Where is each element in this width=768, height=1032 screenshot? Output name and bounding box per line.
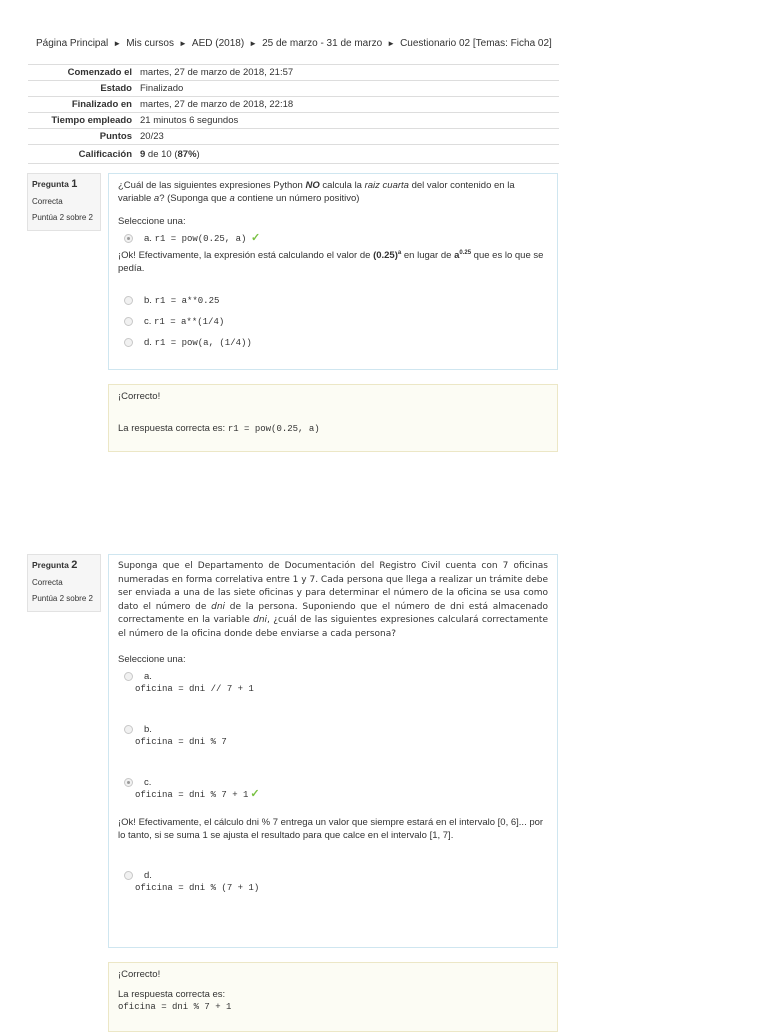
answer-option-a[interactable] (118, 670, 548, 683)
question-text-part: del valor contenido en la variable (118, 180, 515, 204)
question-text-part: contiene un número positivo) (234, 193, 360, 204)
question-2-content (108, 554, 558, 948)
summary-label: Tiempo empleado (28, 113, 136, 129)
question-state: Correcta (32, 197, 63, 206)
summary-value: martes, 27 de marzo de 2018, 21:57 (136, 65, 559, 81)
question-2-outcome (108, 962, 558, 1032)
option-code-block (118, 683, 548, 696)
answer-option-b[interactable] (118, 723, 548, 736)
breadcrumb-separator-icon: ► (113, 39, 122, 48)
option-code: r1 = pow(a, (1/4)) (154, 338, 252, 349)
option-feedback: ¡Ok! Efectivamente, el cálculo dni % 7 entrega un valor que siempre estará en el intervalo [0, 6]... por lo tanto, si se suma 1 se ajusta el resultado para que calce en el intervalo [1, 7]. (118, 817, 544, 841)
radio-button-checked[interactable] (124, 778, 133, 787)
question-text-part: de la persona. Suponiendo que el número de dni está almacenado correctamente en la variable (118, 601, 548, 625)
option-letter: d. (144, 870, 152, 881)
option-feedback (118, 247, 548, 275)
grade-out-of: de 10 ( (145, 148, 178, 160)
answer-option-a[interactable] (118, 232, 548, 246)
question-text-variable: dni (211, 601, 226, 612)
summary-value: Finalizado (136, 81, 559, 97)
option-letter: a. (144, 671, 152, 682)
grade-close: ) (196, 148, 200, 160)
outcome-title: ¡Correcto! (118, 391, 161, 402)
question-text-variable: a (153, 193, 160, 204)
question-number (32, 178, 96, 190)
summary-label: Finalizado en (28, 97, 136, 113)
question-1-info (27, 173, 101, 231)
question-text-part: , ¿cuál de las siguientes expresiones calculará correctamente el número de la oficina donde debe enviarse a cada persona? (118, 615, 548, 639)
select-one-prompt: Seleccione una: (118, 654, 186, 665)
question-1-outcome (108, 384, 558, 452)
feedback-formula: (0.25) (373, 250, 398, 262)
option-code: r1 = pow(0.25, a) (154, 234, 247, 244)
summary-row-marks (28, 129, 559, 145)
question-text-emphasis: raiz cuarta (364, 180, 409, 191)
attempt-summary-table (28, 64, 559, 164)
question-label: Pregunta (32, 560, 69, 570)
outcome-title: ¡Correcto! (118, 969, 161, 980)
check-icon: ✓ (251, 232, 261, 244)
feedback-text: ¡Ok! Efectivamente, la expresión está calculando el valor de (118, 250, 374, 262)
option-code-block (118, 882, 548, 895)
answer-option-b[interactable] (118, 294, 548, 308)
question-text-part: ¿Cuál de las siguientes expresiones Python (118, 180, 306, 191)
summary-row-grade (28, 145, 559, 164)
correct-answer-code: oficina = dni % 7 + 1 (118, 1002, 232, 1012)
radio-button[interactable] (124, 672, 133, 681)
correct-answer-label: La respuesta correcta es: (118, 989, 226, 1000)
radio-button[interactable] (124, 296, 133, 305)
correct-answer-code: r1 = pow(0.25, a) (227, 424, 320, 434)
summary-row-time-taken (28, 113, 559, 129)
breadcrumb-course-link[interactable]: AED (2018) (191, 38, 245, 49)
question-text (118, 560, 548, 641)
summary-value: 21 minutos 6 segundos (136, 113, 559, 129)
question-state: Correcta (32, 578, 63, 587)
feedback-text: que es lo que se pedía. (118, 250, 544, 275)
option-code-block (118, 789, 548, 802)
option-letter: b. (144, 724, 152, 735)
summary-label: Comenzado el (28, 65, 136, 81)
question-text-variable: a (229, 193, 235, 204)
check-icon: ✓ (250, 789, 260, 801)
option-code: oficina = dni % (7 + 1) (135, 883, 260, 893)
option-code: r1 = a**(1/4) (154, 317, 225, 328)
breadcrumb-home-link[interactable]: Página Principal (36, 38, 109, 49)
summary-row-started (28, 65, 559, 81)
select-one-prompt: Seleccione una: (118, 216, 186, 227)
summary-row-state (28, 81, 559, 97)
grade-percent: 87% (177, 148, 197, 160)
feedback-text: en lugar de (401, 250, 455, 262)
correct-answer-label: La respuesta correcta es: (118, 423, 228, 434)
radio-button[interactable] (124, 871, 133, 880)
summary-value: 20/23 (136, 129, 559, 145)
answer-option-d[interactable] (118, 336, 548, 350)
radio-button[interactable] (124, 725, 133, 734)
answer-option-c[interactable] (118, 776, 548, 789)
summary-label: Estado (28, 81, 136, 97)
grade-score: 9 (140, 148, 146, 160)
question-text-part: Suponga que el Departamento de Documentación del Registro Civil cuenta con 7 oficinas numeradas en forma correlativa entre 1 y 7. Cada persona que llega a realizar un trámite debe ser enviada a una de las siete oficinas y para determinar el número de la oficina se usa como dato el número de (118, 561, 548, 612)
question-text-variable: dni (253, 615, 268, 625)
question-grade: Puntúa 2 sobre 2 (32, 594, 93, 603)
option-code: r1 = a**0.25 (154, 296, 220, 307)
question-2-info (27, 554, 101, 612)
option-letter: c. (144, 316, 152, 328)
breadcrumb-separator-icon: ► (387, 39, 396, 48)
question-text-part: calcula la (319, 180, 365, 191)
option-letter: b. (144, 295, 152, 307)
question-number (32, 559, 96, 571)
feedback-exponent: 0.25 (459, 250, 472, 256)
option-letter: d. (144, 337, 152, 349)
breadcrumb (36, 38, 552, 49)
question-text (118, 179, 548, 205)
option-code: oficina = dni // 7 + 1 (135, 684, 254, 694)
question-grade: Puntúa 2 sobre 2 (32, 213, 93, 222)
question-text-emphasis: NO (305, 180, 320, 191)
feedback-exponent: a (397, 250, 402, 256)
option-letter: a. (144, 233, 152, 244)
question-number-value: 1 (71, 178, 78, 190)
radio-button[interactable] (124, 317, 133, 326)
radio-button-checked[interactable] (124, 234, 133, 243)
answer-option-c[interactable] (118, 315, 548, 329)
feedback-formula: a (454, 250, 460, 262)
option-code-block (118, 736, 548, 749)
option-code: oficina = dni % 7 (135, 737, 227, 747)
radio-button[interactable] (124, 338, 133, 347)
option-code: oficina = dni % 7 + 1 (135, 790, 249, 800)
summary-label: Calificación (28, 145, 136, 164)
summary-grade-value (136, 145, 559, 164)
question-1-content (108, 173, 558, 370)
breadcrumb-week-link[interactable]: 25 de marzo - 31 de marzo (262, 38, 383, 49)
breadcrumb-separator-icon: ► (178, 39, 187, 48)
question-label: Pregunta (32, 179, 69, 189)
option-letter: c. (144, 777, 152, 788)
breadcrumb-my-courses-link[interactable]: Mis cursos (126, 38, 174, 49)
question-text-part: ? (Suponga que (159, 193, 230, 204)
question-number-value: 2 (71, 559, 78, 571)
summary-label: Puntos (28, 129, 136, 145)
breadcrumb-separator-icon: ► (249, 39, 258, 48)
answer-option-d[interactable] (118, 869, 548, 882)
summary-value: martes, 27 de marzo de 2018, 22:18 (136, 97, 559, 113)
option-code-line (135, 789, 548, 802)
breadcrumb-quiz-link[interactable]: Cuestionario 02 [Temas: Ficha 02] (400, 38, 552, 49)
correct-answer (118, 422, 548, 436)
summary-row-finished (28, 97, 559, 113)
